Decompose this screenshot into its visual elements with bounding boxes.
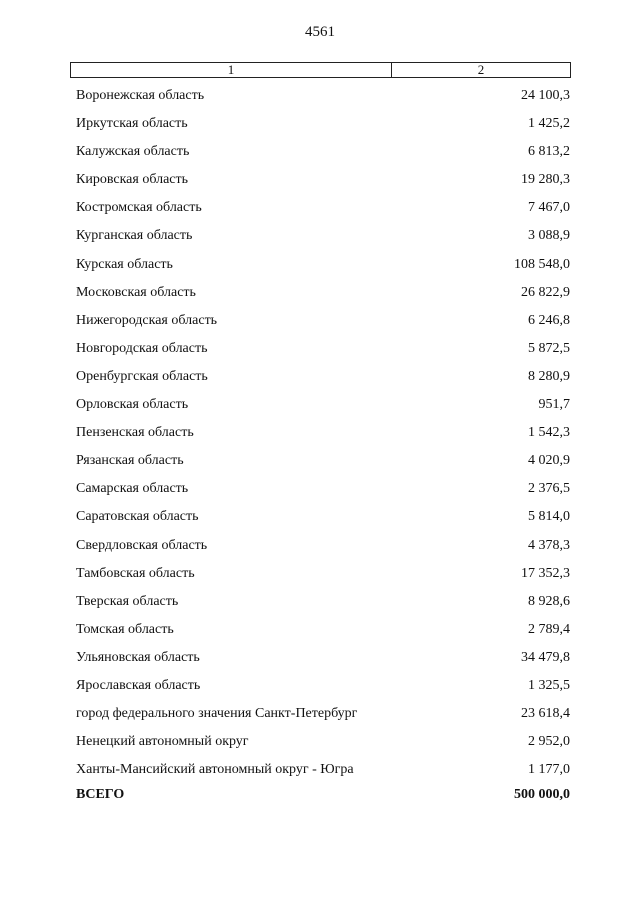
table-row: [76, 110, 570, 138]
region-name: Курская область: [76, 256, 173, 272]
table-row: [76, 138, 570, 166]
region-name: Свердловская область: [76, 537, 208, 553]
column-header-1: 1: [71, 63, 392, 78]
region-value: 1 325,5: [528, 677, 570, 693]
region-value: 951,7: [538, 397, 570, 413]
region-value: 19 280,3: [521, 172, 570, 188]
region-value: 8 928,6: [528, 593, 570, 609]
region-name: Московская область: [76, 284, 196, 300]
table-row: [76, 644, 570, 672]
region-value: 1 542,3: [528, 425, 570, 441]
region-value: 23 618,4: [521, 706, 570, 722]
region-name: Пензенская область: [76, 425, 194, 441]
column-header-table: [70, 62, 571, 78]
region-name: Курганская область: [76, 228, 193, 244]
table-row: [76, 82, 570, 110]
region-value: 4 378,3: [528, 537, 570, 553]
region-name: Орловская область: [76, 397, 189, 413]
table-row: [76, 756, 570, 784]
region-value: 2 789,4: [528, 621, 570, 637]
region-name: Саратовская область: [76, 509, 199, 525]
table-row: [76, 335, 570, 363]
table-row: [76, 251, 570, 279]
region-name: Нижегородская область: [76, 312, 218, 328]
table-row: [76, 307, 570, 335]
table-row: [76, 391, 570, 419]
table-row: [76, 363, 570, 391]
table-row: [76, 279, 570, 307]
table-row: [76, 447, 570, 475]
region-value: 7 467,0: [528, 200, 570, 216]
region-name: Иркутская область: [76, 116, 188, 132]
table-row: [76, 475, 570, 503]
region-name: Рязанская область: [76, 453, 184, 469]
region-value: 2 952,0: [528, 734, 570, 750]
total-label: ВСЕГО: [76, 787, 125, 802]
region-name: Ульяновская область: [76, 649, 200, 665]
region-value: 2 376,5: [528, 481, 570, 497]
table-row: [76, 560, 570, 588]
region-value: 1 177,0: [528, 762, 570, 778]
region-name: Кировская область: [76, 172, 189, 188]
column-header-row: [71, 63, 571, 78]
total-value: 500 000,0: [514, 787, 570, 802]
table-row: [76, 222, 570, 250]
region-value: 8 280,9: [528, 368, 570, 384]
region-value: 26 822,9: [521, 284, 570, 300]
region-value: 17 352,3: [521, 565, 570, 581]
table-row: [76, 194, 570, 222]
table-row: [76, 616, 570, 644]
table-row: [76, 672, 570, 700]
region-name: Костромская область: [76, 200, 202, 216]
region-name: Томская область: [76, 621, 174, 637]
region-value: 108 548,0: [514, 256, 570, 272]
region-name: Тверская область: [76, 593, 179, 609]
region-value: 5 872,5: [528, 340, 570, 356]
region-value: 1 425,2: [528, 116, 570, 132]
region-name: Воронежская область: [76, 88, 205, 103]
region-value: 3 088,9: [528, 228, 570, 244]
page-number: 4561: [305, 24, 335, 40]
region-name: Самарская область: [76, 481, 189, 497]
region-name: Тамбовская область: [76, 565, 195, 581]
table-row: [76, 700, 570, 728]
region-name: город федерального значения Санкт-Петербург: [76, 706, 358, 722]
total-row: [76, 787, 570, 803]
table-body: [76, 82, 570, 784]
table-row: [76, 728, 570, 756]
table-row: [76, 503, 570, 531]
region-value: 4 020,9: [528, 453, 570, 469]
region-name: Ярославская область: [76, 677, 201, 693]
region-value: 34 479,8: [521, 649, 570, 665]
region-name: Калужская область: [76, 144, 190, 160]
column-header-2: 2: [392, 63, 571, 78]
region-value: 6 813,2: [528, 144, 570, 160]
table-row: [76, 532, 570, 560]
region-name: Ненецкий автономный округ: [76, 734, 249, 750]
region-name: Оренбургская область: [76, 368, 208, 384]
table-row: [76, 166, 570, 194]
region-value: 6 246,8: [528, 312, 570, 328]
region-name: Ханты-Мансийский автономный округ - Югра: [76, 762, 354, 778]
table-row: [76, 419, 570, 447]
table-row: [76, 588, 570, 616]
region-value: 5 814,0: [528, 509, 570, 525]
region-value: 24 100,3: [521, 88, 570, 103]
region-name: Новгородская область: [76, 340, 208, 356]
